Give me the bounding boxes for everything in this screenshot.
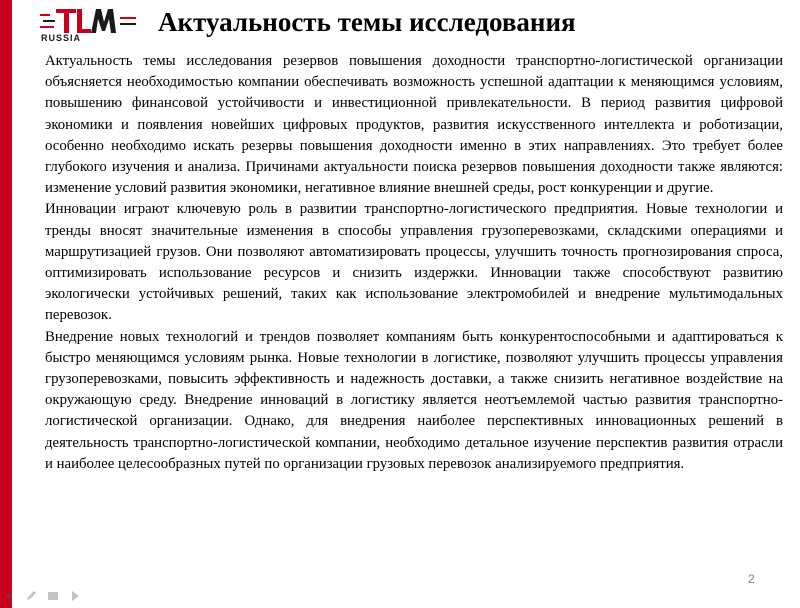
logo (40, 4, 140, 52)
body-paragraph: Внедрение новых технологий и трендов позволяет компаниям быть конкурентоспособными и адаптироваться к быстро меняющимся условиям рынка. Новые технологии в логистике, позволяют улучшить процессы управления грузоперевозками, повысить эффективность и надежность доставки, а также снизить негативное воздействие на окружающую среду. Внедрение инноваций в логистику является неотъемлемой частью развития транспортно-логистической организации. Однако, для внедрения наиболее перспективных инновационных решений в деятельность транспортно-логистической компании, необходимо детальное изучение перспектив развития отрасли и наиболее целесообразных путей по организации грузовых перевозок анализируемого предприятия. (45, 328, 783, 472)
pen-icon[interactable] (24, 589, 38, 603)
accent-bar (0, 0, 12, 608)
slides-icon[interactable] (46, 589, 60, 603)
page-number: 2 (748, 572, 755, 586)
slideshow-toolbar (2, 588, 82, 604)
forward-arrow-icon[interactable] (68, 589, 82, 603)
logo-subtitle: RUSSIA (40, 33, 81, 43)
slide-title: Актуальность темы исследования (158, 7, 576, 37)
body-paragraph: Актуальность темы исследования резервов повышения доходности транспортно-логистической организации объясняется необходимостью компании обеспечивать возможность успешной адаптации к меняющимся условиям, повышению финансовой устойчивости и инвестиционной привлекательности. В период развития цифровой экономики и появления новейших цифровых продуктов, развития искусственного интеллекта и роботизации, особенно необходимо искать резервы повышения доходности именно в этих направлениях. Это требует более глубокого изучения и анализа. Причинами актуальности поиска резервов повышения доходности также являются: изменение условий развития экономики, негативное влияние внешней среды, рост конкуренции и другие. (45, 53, 783, 197)
back-arrow-icon[interactable] (2, 589, 16, 603)
body-paragraph: Инновации играют ключевую роль в развитии транспортно-логистического предприятия. Новые технологии и тренды вносят значительные изменения в способы управления грузоперевозками, складскими операциями и маршрутизацией грузов. Они позволяют автоматизировать процессы, улучшить точность прогнозирования спроса, оптимизировать использование ресурсов и снизить издержки. Инновации также способствуют развитию экологически устойчивых решений, таких как использование электромобилей и внедрение мультимодальных перевозок. (45, 201, 783, 324)
slide-body (45, 51, 783, 475)
